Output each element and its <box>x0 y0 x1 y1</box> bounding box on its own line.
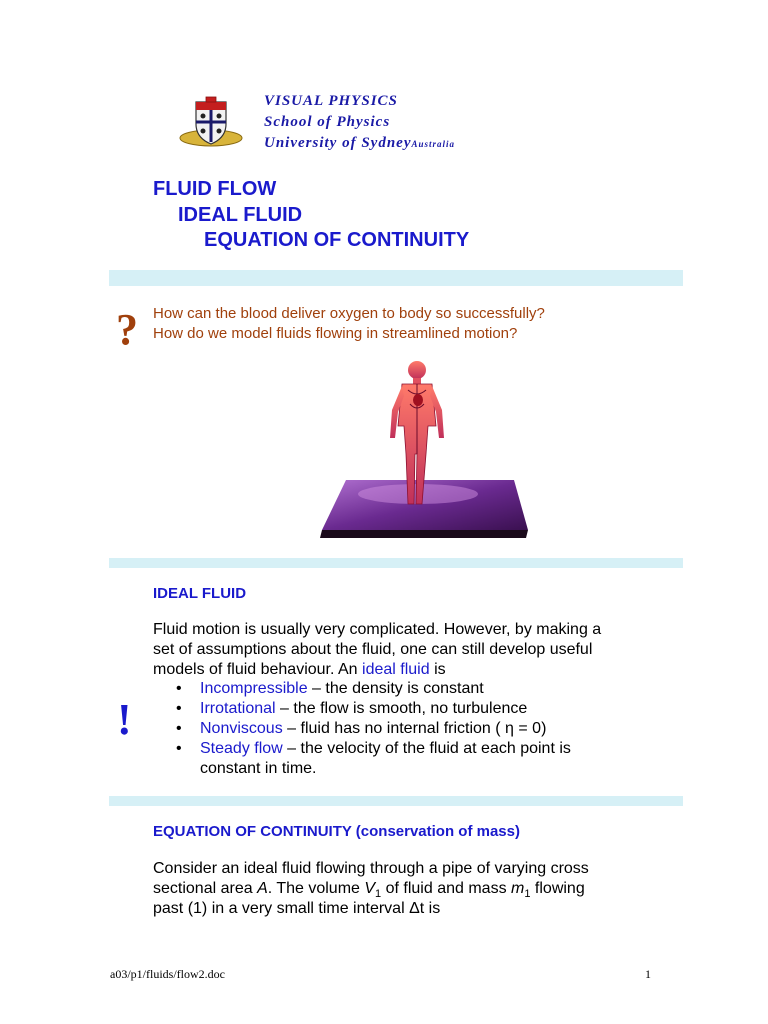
bullet-icon: • <box>176 700 182 717</box>
property-term: Nonviscous <box>200 720 283 737</box>
bullet-icon: • <box>176 740 182 757</box>
property-desc: – the flow is smooth, no turbulence <box>275 700 528 717</box>
property-term: Irrotational <box>200 700 276 717</box>
crest-icon <box>178 96 244 148</box>
bullet-icon: • <box>176 680 182 697</box>
property-desc: – fluid has no internal friction ( η = 0) <box>282 720 547 737</box>
text: sectional area <box>153 880 258 897</box>
ideal-fluid-intro-1: Fluid motion is usually very complicated. However, by making a <box>153 621 602 638</box>
subscript: 1 <box>375 888 382 901</box>
intro-text-end: is <box>429 661 446 678</box>
header-visual-physics: VISUAL PHYSICS <box>264 93 398 109</box>
property-term: Steady flow <box>200 740 283 757</box>
ideal-fluid-term: ideal fluid <box>362 661 430 678</box>
symbol-volume: V <box>364 880 376 897</box>
symbol-area: A <box>257 880 268 897</box>
header-university <box>264 135 455 152</box>
human-circulatory-illustration <box>318 354 528 542</box>
subscript: 1 <box>524 888 531 901</box>
list-item <box>176 699 646 719</box>
exclamation-mark-icon: ! <box>117 695 132 744</box>
question-mark-icon: ? <box>116 305 138 354</box>
continuity-text-1: Consider an ideal fluid flowing through a pipe of varying cross <box>153 860 589 877</box>
continuity-text-3: past (1) in a very small time interval Δt is <box>153 900 441 917</box>
ideal-fluid-intro-3 <box>153 660 446 680</box>
human-body-icon <box>318 354 528 542</box>
title-ideal-fluid: IDEAL FLUID <box>178 204 303 226</box>
bullet-icon: • <box>176 720 182 737</box>
property-desc-cont: constant in time. <box>200 760 317 777</box>
footer-filename: a03/p1/fluids/flow2.doc <box>110 967 225 981</box>
text: flowing <box>530 880 585 897</box>
header-university-name: University of Sydney <box>264 135 412 151</box>
title-fluid-flow: FLUID FLOW <box>153 178 277 200</box>
text: of fluid and mass <box>381 880 512 897</box>
header-school: School of Physics <box>264 114 391 130</box>
section-heading-continuity: EQUATION OF CONTINUITY (conservation of mass) <box>153 823 520 840</box>
ideal-fluid-properties-list <box>176 679 646 779</box>
list-item <box>176 739 646 759</box>
ideal-fluid-intro-2: set of assumptions about the fluid, one can still develop useful <box>153 641 593 658</box>
list-item <box>176 719 646 739</box>
text: . The volume <box>267 880 365 897</box>
divider-band <box>109 796 683 806</box>
list-item-continuation <box>176 759 646 779</box>
property-term: Incompressible <box>200 680 308 697</box>
section-heading-ideal-fluid: IDEAL FLUID <box>153 585 247 602</box>
list-item <box>176 679 646 699</box>
intro-text: models of fluid behaviour. An <box>153 661 363 678</box>
question-1: How can the blood deliver oxygen to body so successfully? <box>153 305 545 322</box>
university-crest <box>178 96 244 148</box>
footer-page-number: 1 <box>645 967 651 981</box>
header-country: Australia <box>411 139 455 149</box>
question-2: How do we model fluids flowing in streamlined motion? <box>153 325 518 342</box>
title-continuity: EQUATION OF CONTINUITY <box>204 229 470 251</box>
property-desc: – the velocity of the fluid at each point is <box>282 740 571 757</box>
divider-band <box>109 558 683 568</box>
symbol-mass: m <box>511 880 525 897</box>
property-desc: – the density is constant <box>307 680 484 697</box>
divider-band <box>109 270 683 286</box>
